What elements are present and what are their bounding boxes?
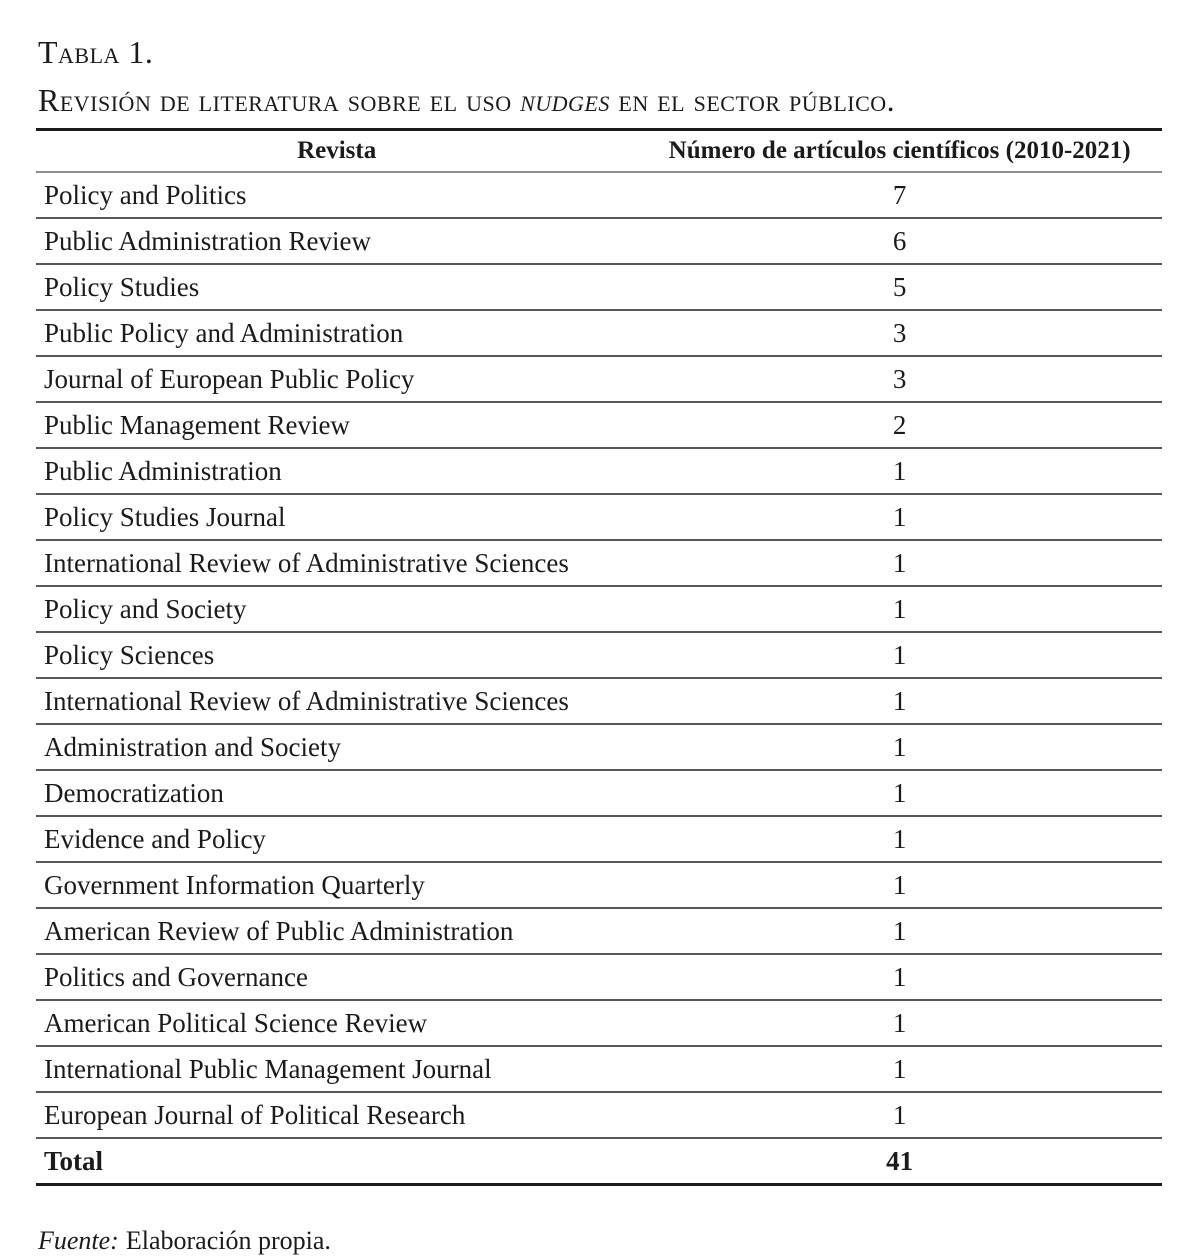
journal-name-cell: Government Information Quarterly xyxy=(36,862,637,908)
article-count-cell: 1 xyxy=(637,1000,1162,1046)
table-row xyxy=(36,448,1162,494)
article-count-cell: 2 xyxy=(637,402,1162,448)
table-title-italic-term: nudges xyxy=(520,82,610,118)
table-row xyxy=(36,586,1162,632)
journal-name-cell: International Review of Administrative Sciences xyxy=(36,540,637,586)
article-count-cell: 1 xyxy=(637,862,1162,908)
table-row xyxy=(36,908,1162,954)
article-count-cell: 1 xyxy=(637,1092,1162,1138)
article-count-cell: 1 xyxy=(637,816,1162,862)
table-row xyxy=(36,1092,1162,1138)
journal-name-cell: Policy Sciences xyxy=(36,632,637,678)
table-row xyxy=(36,218,1162,264)
source-label: Fuente: xyxy=(38,1226,119,1255)
table-title xyxy=(38,84,1162,116)
journal-name-cell: European Journal of Political Research xyxy=(36,1092,637,1138)
article-count-cell: 1 xyxy=(637,586,1162,632)
journal-name-cell: Public Policy and Administration xyxy=(36,310,637,356)
journal-name-cell: Journal of European Public Policy xyxy=(36,356,637,402)
article-count-cell: 7 xyxy=(637,172,1162,218)
table-row xyxy=(36,1000,1162,1046)
total-row xyxy=(36,1138,1162,1185)
table-row xyxy=(36,724,1162,770)
journal-name-cell: American Political Science Review xyxy=(36,1000,637,1046)
column-header-articulos: Número de artículos científicos (2010-2021) xyxy=(637,130,1162,173)
journal-name-cell: International Review of Administrative Sciences xyxy=(36,678,637,724)
journal-name-cell: Democratization xyxy=(36,770,637,816)
journal-name-cell: Administration and Society xyxy=(36,724,637,770)
journal-name-cell: Politics and Governance xyxy=(36,954,637,1000)
article-count-cell: 1 xyxy=(637,724,1162,770)
table-row xyxy=(36,540,1162,586)
journal-name-cell: International Public Management Journal xyxy=(36,1046,637,1092)
journal-name-cell: Evidence and Policy xyxy=(36,816,637,862)
source-note xyxy=(38,1226,1162,1256)
table-title-suffix: en el sector público. xyxy=(609,82,896,118)
total-label: Total xyxy=(36,1138,637,1185)
table-row xyxy=(36,264,1162,310)
table-label: Tabla 1. xyxy=(38,34,154,70)
journal-name-cell: American Review of Public Administration xyxy=(36,908,637,954)
article-count-cell: 1 xyxy=(637,908,1162,954)
column-header-revista: Revista xyxy=(36,130,637,173)
table-row xyxy=(36,816,1162,862)
journal-name-cell: Public Management Review xyxy=(36,402,637,448)
journal-name-cell: Policy and Politics xyxy=(36,172,637,218)
table-row xyxy=(36,954,1162,1000)
table-row xyxy=(36,632,1162,678)
article-count-cell: 1 xyxy=(637,540,1162,586)
journal-name-cell: Policy Studies xyxy=(36,264,637,310)
table-row xyxy=(36,1046,1162,1092)
table-body xyxy=(36,172,1162,1138)
table-row xyxy=(36,862,1162,908)
table-row xyxy=(36,494,1162,540)
article-count-cell: 1 xyxy=(637,494,1162,540)
article-count-cell: 1 xyxy=(637,770,1162,816)
article-count-cell: 1 xyxy=(637,632,1162,678)
article-count-cell: 1 xyxy=(637,448,1162,494)
table-row xyxy=(36,678,1162,724)
header-row xyxy=(36,130,1162,173)
article-count-cell: 1 xyxy=(637,1046,1162,1092)
table-row xyxy=(36,402,1162,448)
table-title-prefix: Revisión de literatura sobre el uso xyxy=(38,82,521,118)
article-count-cell: 1 xyxy=(637,954,1162,1000)
literature-review-table xyxy=(36,128,1162,1186)
table-row xyxy=(36,310,1162,356)
total-value: 41 xyxy=(637,1138,1162,1185)
table-caption xyxy=(36,36,1162,116)
journal-name-cell: Policy and Society xyxy=(36,586,637,632)
article-count-cell: 3 xyxy=(637,356,1162,402)
article-count-cell: 3 xyxy=(637,310,1162,356)
article-count-cell: 5 xyxy=(637,264,1162,310)
table-row xyxy=(36,356,1162,402)
source-text: Elaboración propia. xyxy=(125,1226,331,1255)
table-row xyxy=(36,172,1162,218)
journal-name-cell: Public Administration xyxy=(36,448,637,494)
article-count-cell: 1 xyxy=(637,678,1162,724)
article-count-cell: 6 xyxy=(637,218,1162,264)
journal-name-cell: Public Administration Review xyxy=(36,218,637,264)
journal-name-cell: Policy Studies Journal xyxy=(36,494,637,540)
table-row xyxy=(36,770,1162,816)
